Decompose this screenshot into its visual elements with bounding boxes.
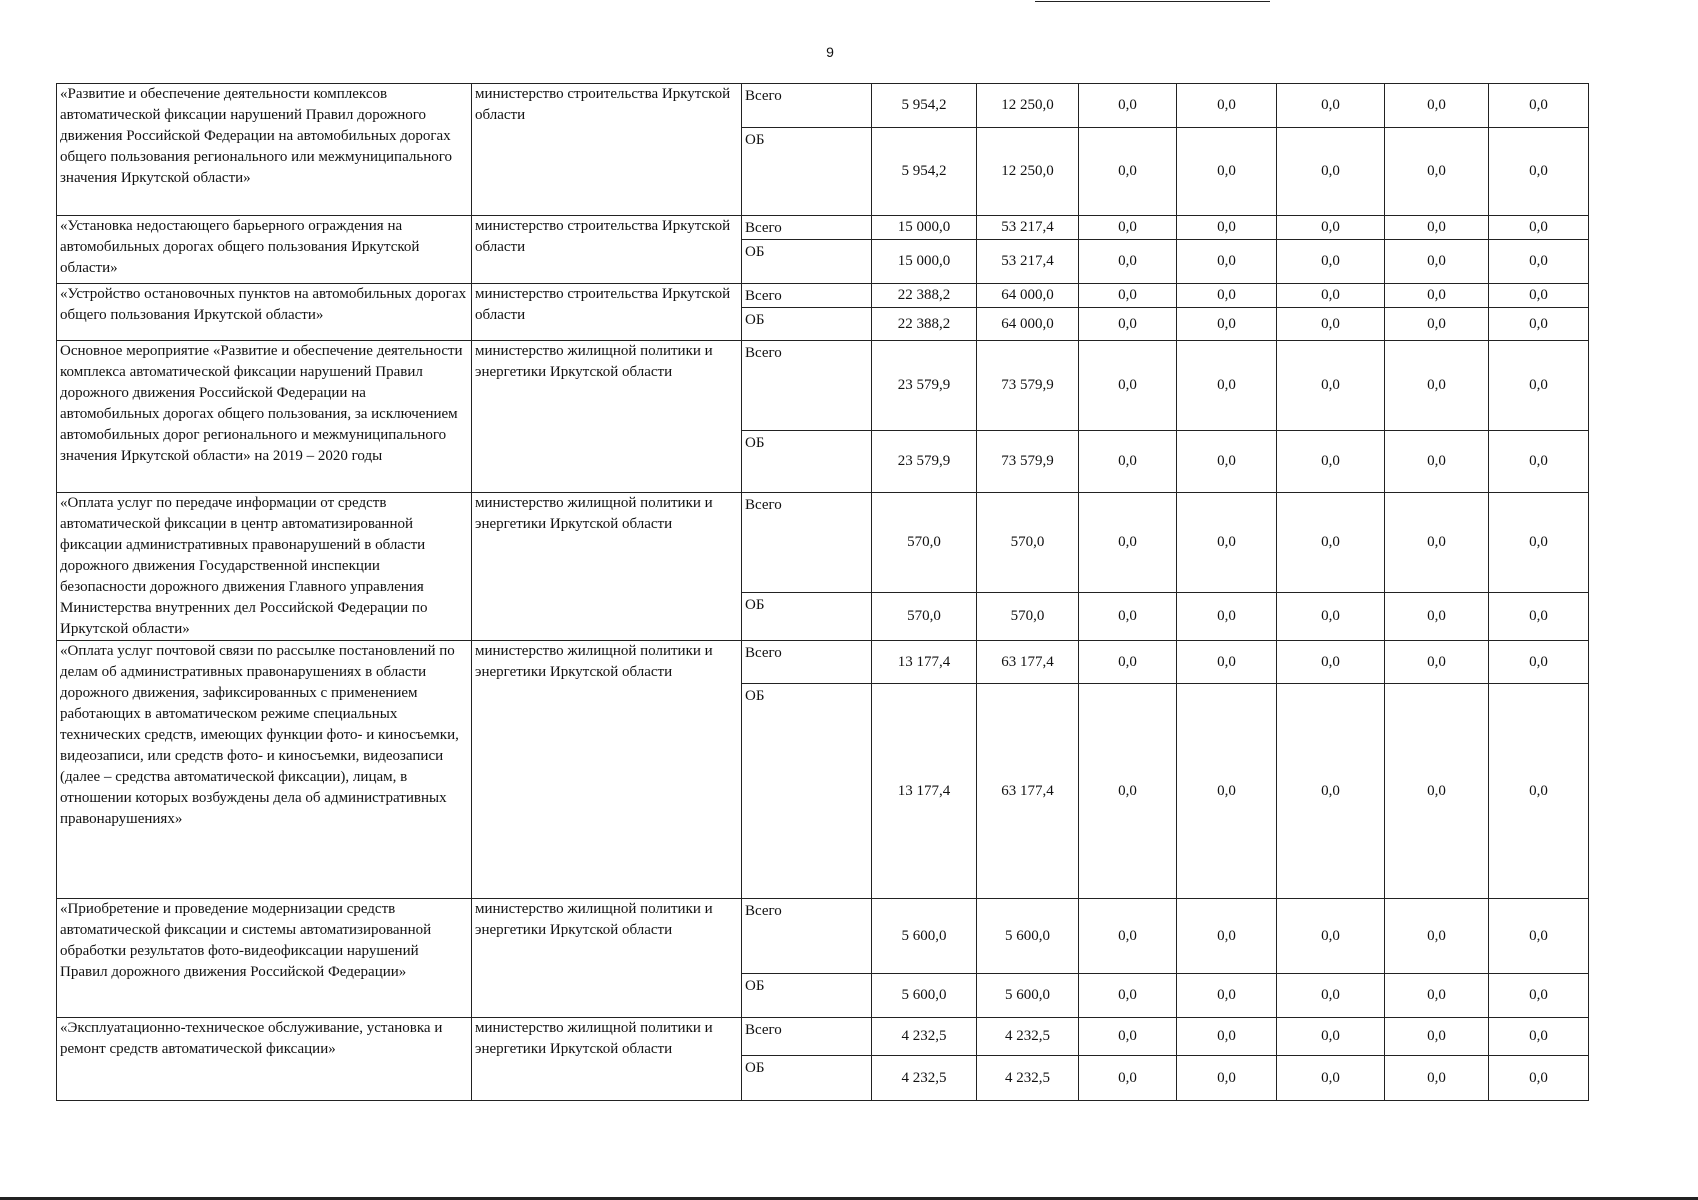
funding-source-cell: ОБ [742,1056,872,1101]
amount-cell: 0,0 [1277,593,1385,641]
funding-source-cell: ОБ [742,974,872,1018]
amount-cell: 570,0 [977,493,1079,593]
amount-cell: 0,0 [1277,899,1385,974]
amount-cell: 0,0 [1277,216,1385,240]
amount-cell: 0,0 [1385,641,1489,684]
amount-cell: 0,0 [1385,899,1489,974]
amount-cell: 0,0 [1079,128,1177,216]
amount-cell: 0,0 [1177,641,1277,684]
amount-cell: 13 177,4 [872,641,977,684]
amount-cell: 0,0 [1177,128,1277,216]
activity-name-cell: «Установка недостающего барьерного ограждения на автомобильных дорогах общего пользования Иркутской области» [57,216,472,284]
executor-cell: министерство жилищной политики и энергетики Иркутской области [472,1018,742,1101]
amount-cell: 0,0 [1079,1018,1177,1056]
executor-cell: министерство жилищной политики и энергетики Иркутской области [472,899,742,1018]
table-row [57,641,1589,684]
executor-cell: министерство строительства Иркутской области [472,84,742,216]
executor-cell: министерство жилищной политики и энергетики Иркутской области [472,341,742,493]
amount-cell: 0,0 [1277,1018,1385,1056]
amount-cell: 0,0 [1385,684,1489,899]
funding-source-cell: Всего [742,493,872,593]
amount-cell: 0,0 [1277,431,1385,493]
funding-source-cell: ОБ [742,593,872,641]
funding-source-cell: ОБ [742,684,872,899]
amount-cell: 0,0 [1489,284,1589,308]
amount-cell: 0,0 [1177,431,1277,493]
amount-cell: 0,0 [1385,128,1489,216]
amount-cell: 0,0 [1489,493,1589,593]
amount-cell: 5 600,0 [872,974,977,1018]
amount-cell: 0,0 [1177,899,1277,974]
amount-cell: 0,0 [1489,974,1589,1018]
amount-cell: 15 000,0 [872,240,977,284]
amount-cell: 0,0 [1177,216,1277,240]
activity-name-cell: «Оплата услуг почтовой связи по рассылке постановлений по делам об административных правонарушениях в области дорожного движения, зафиксированных с применением работающих в автоматическом режиме специальных технических средств, имеющих функции фото- и киносъемки, видеозаписи, или средств фото- и киносъемки, видеозаписи (далее – средства автоматической фиксации), лицам, в отношении которых возбуждены дела об административных правонарушениях» [57,641,472,899]
amount-cell: 0,0 [1385,431,1489,493]
funding-source-cell: ОБ [742,240,872,284]
amount-cell: 0,0 [1489,128,1589,216]
funding-source-cell: ОБ [742,128,872,216]
amount-cell: 0,0 [1079,1056,1177,1101]
amount-cell: 15 000,0 [872,216,977,240]
amount-cell: 73 579,9 [977,341,1079,431]
amount-cell: 0,0 [1385,593,1489,641]
activity-name-cell: Основное мероприятие «Развитие и обеспечение деятельности комплекса автоматической фиксации нарушений Правил дорожного движения Российской Федерации на автомобильных дорогах общего пользования, за исключением автомобильных дорог регионального и межмуниципального значения Иркутской области» на 2019 – 2020 годы [57,341,472,493]
amount-cell: 0,0 [1277,341,1385,431]
amount-cell: 12 250,0 [977,84,1079,128]
amount-cell: 0,0 [1489,641,1589,684]
executor-cell: министерство жилищной политики и энергетики Иркутской области [472,641,742,899]
amount-cell: 0,0 [1277,684,1385,899]
amount-cell: 570,0 [872,493,977,593]
amount-cell: 23 579,9 [872,341,977,431]
amount-cell: 0,0 [1079,593,1177,641]
amount-cell: 63 177,4 [977,684,1079,899]
funding-source-cell: Всего [742,899,872,974]
amount-cell: 0,0 [1489,431,1589,493]
amount-cell: 0,0 [1277,308,1385,341]
amount-cell: 0,0 [1385,308,1489,341]
amount-cell: 570,0 [977,593,1079,641]
activity-name-cell: «Оплата услуг по передаче информации от средств автоматической фиксации в центр автоматизированной фиксации административных правонарушений в области дорожного движения Государственной инспекции безопасности дорожного движения Главного управления Министерства внутренних дел Российской Федерации по Иркутской области» [57,493,472,641]
funding-source-cell: Всего [742,284,872,308]
amount-cell: 22 388,2 [872,308,977,341]
activity-name-cell: «Эксплуатационно-техническое обслуживание, установка и ремонт средств автоматической фиксации» [57,1018,472,1101]
budget-table [56,83,1589,1101]
amount-cell: 0,0 [1489,84,1589,128]
amount-cell: 22 388,2 [872,284,977,308]
executor-cell: министерство жилищной политики и энергетики Иркутской области [472,493,742,641]
amount-cell: 0,0 [1385,974,1489,1018]
amount-cell: 0,0 [1489,593,1589,641]
amount-cell: 13 177,4 [872,684,977,899]
amount-cell: 0,0 [1079,431,1177,493]
amount-cell: 0,0 [1277,1056,1385,1101]
table-row [57,84,1589,128]
amount-cell: 0,0 [1277,493,1385,593]
amount-cell: 73 579,9 [977,431,1079,493]
amount-cell: 0,0 [1277,641,1385,684]
amount-cell: 0,0 [1177,1056,1277,1101]
amount-cell: 0,0 [1489,240,1589,284]
executor-cell: министерство строительства Иркутской области [472,216,742,284]
amount-cell: 0,0 [1489,899,1589,974]
amount-cell: 5 954,2 [872,84,977,128]
table-row [57,899,1589,974]
amount-cell: 0,0 [1177,493,1277,593]
table-row [57,493,1589,593]
executor-cell: министерство строительства Иркутской области [472,284,742,341]
amount-cell: 0,0 [1079,684,1177,899]
amount-cell: 0,0 [1079,284,1177,308]
funding-source-cell: Всего [742,216,872,240]
amount-cell: 0,0 [1385,341,1489,431]
amount-cell: 64 000,0 [977,308,1079,341]
amount-cell: 0,0 [1079,974,1177,1018]
amount-cell: 23 579,9 [872,431,977,493]
funding-source-cell: Всего [742,641,872,684]
amount-cell: 0,0 [1177,341,1277,431]
table-row [57,341,1589,431]
amount-cell: 53 217,4 [977,240,1079,284]
activity-name-cell: «Приобретение и проведение модернизации средств автоматической фиксации и системы автоматизированной обработки результатов фото-видеофиксации нарушений Правил дорожного движения Российской Федерации» [57,899,472,1018]
amount-cell: 0,0 [1079,240,1177,284]
amount-cell: 5 600,0 [977,899,1079,974]
amount-cell: 4 232,5 [977,1018,1079,1056]
amount-cell: 0,0 [1489,216,1589,240]
amount-cell: 0,0 [1079,641,1177,684]
amount-cell: 0,0 [1489,341,1589,431]
amount-cell: 0,0 [1177,84,1277,128]
amount-cell: 64 000,0 [977,284,1079,308]
amount-cell: 0,0 [1079,341,1177,431]
amount-cell: 0,0 [1079,493,1177,593]
funding-source-cell: Всего [742,341,872,431]
amount-cell: 0,0 [1177,284,1277,308]
amount-cell: 0,0 [1277,240,1385,284]
funding-source-cell: Всего [742,1018,872,1056]
table-row [57,1018,1589,1056]
funding-source-cell: ОБ [742,308,872,341]
amount-cell: 0,0 [1079,308,1177,341]
amount-cell: 0,0 [1079,216,1177,240]
amount-cell: 0,0 [1385,1056,1489,1101]
amount-cell: 0,0 [1489,684,1589,899]
activity-name-cell: «Развитие и обеспечение деятельности комплексов автоматической фиксации нарушений Правил дорожного движения Российской Федерации на автомобильных дорогах общего пользования регионального или межмуниципального значения Иркутской области» [57,84,472,216]
amount-cell: 0,0 [1177,974,1277,1018]
amount-cell: 12 250,0 [977,128,1079,216]
amount-cell: 0,0 [1385,284,1489,308]
page-number: 9 [826,44,834,60]
amount-cell: 0,0 [1489,1056,1589,1101]
amount-cell: 5 600,0 [977,974,1079,1018]
amount-cell: 0,0 [1385,493,1489,593]
amount-cell: 0,0 [1489,1018,1589,1056]
amount-cell: 0,0 [1079,899,1177,974]
amount-cell: 0,0 [1385,84,1489,128]
amount-cell: 0,0 [1177,1018,1277,1056]
amount-cell: 63 177,4 [977,641,1079,684]
amount-cell: 0,0 [1177,593,1277,641]
amount-cell: 570,0 [872,593,977,641]
amount-cell: 4 232,5 [872,1018,977,1056]
amount-cell: 0,0 [1277,84,1385,128]
amount-cell: 0,0 [1277,284,1385,308]
scan-line-top [1035,1,1270,2]
table-body [57,84,1589,1101]
amount-cell: 0,0 [1489,308,1589,341]
table-row [57,284,1589,308]
amount-cell: 0,0 [1177,308,1277,341]
amount-cell: 0,0 [1277,974,1385,1018]
amount-cell: 0,0 [1177,240,1277,284]
funding-source-cell: ОБ [742,431,872,493]
amount-cell: 4 232,5 [872,1056,977,1101]
amount-cell: 5 600,0 [872,899,977,974]
funding-source-cell: Всего [742,84,872,128]
amount-cell: 53 217,4 [977,216,1079,240]
amount-cell: 0,0 [1385,240,1489,284]
amount-cell: 5 954,2 [872,128,977,216]
amount-cell: 0,0 [1385,216,1489,240]
activity-name-cell: «Устройство остановочных пунктов на автомобильных дорогах общего пользования Иркутской области» [57,284,472,341]
amount-cell: 0,0 [1385,1018,1489,1056]
amount-cell: 0,0 [1079,84,1177,128]
amount-cell: 4 232,5 [977,1056,1079,1101]
table-row [57,216,1589,240]
amount-cell: 0,0 [1177,684,1277,899]
amount-cell: 0,0 [1277,128,1385,216]
